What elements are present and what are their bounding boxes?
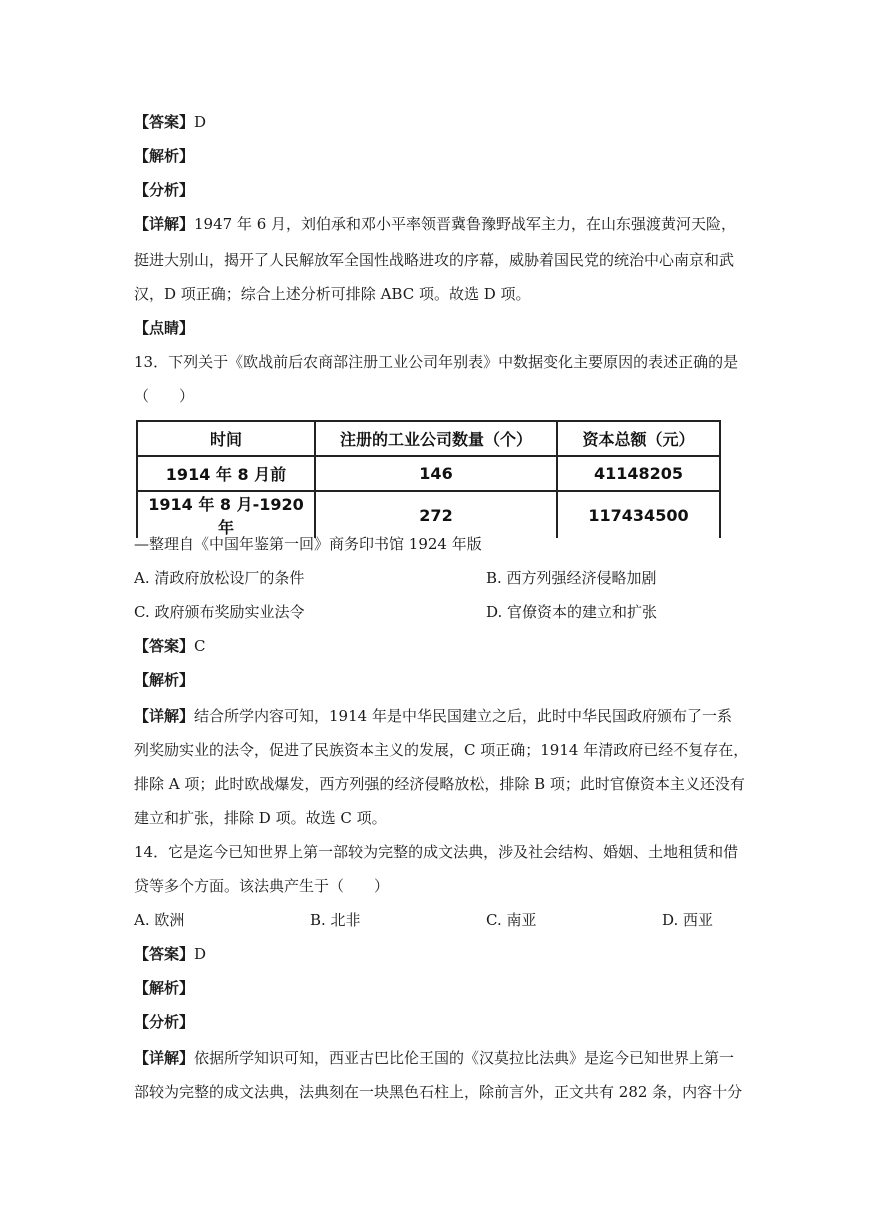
option-c: C. 南亚 bbox=[486, 911, 537, 929]
answer-value: D bbox=[194, 945, 207, 963]
detail-text: 建立和扩张，排除 D 项。故选 C 项。 bbox=[134, 809, 387, 827]
answer-line bbox=[134, 112, 206, 132]
analysis-label: 【解析】 bbox=[134, 979, 195, 997]
detail-label: 【详解】 bbox=[134, 707, 195, 725]
detail-text: 汉，D 项正确；综合上述分析可排除 ABC 项。故选 D 项。 bbox=[134, 285, 531, 303]
table-row bbox=[137, 491, 720, 538]
option-c: C. 政府颁布奖励实业法令 bbox=[134, 603, 305, 621]
answer-line bbox=[134, 944, 206, 964]
detail-label: 【详解】 bbox=[134, 1049, 195, 1067]
option-b: B. 西方列强经济侵略加剧 bbox=[486, 569, 657, 587]
analysis-label: 【解析】 bbox=[134, 671, 195, 689]
option-a: A. 清政府放松设厂的条件 bbox=[134, 569, 305, 587]
question-14-stem-2: 贷等多个方面。该法典产生于（ ） bbox=[134, 877, 390, 895]
answer-line bbox=[134, 636, 206, 656]
table-cell: 1914 年 8 月-1920 年 bbox=[137, 491, 315, 538]
option-a: A. 欧洲 bbox=[134, 911, 185, 929]
data-table bbox=[136, 420, 721, 538]
table-source: —整理自《中国年鉴第一回》商务印书馆 1924 年版 bbox=[134, 535, 482, 553]
answer-label: 【答案】 bbox=[134, 113, 195, 131]
detail-line bbox=[134, 706, 732, 726]
table-cell: 1914 年 8 月前 bbox=[137, 456, 315, 491]
dianjing-label: 【点睛】 bbox=[134, 319, 195, 337]
table-header-row bbox=[137, 421, 720, 456]
detail-text: 1947 年 6 月，刘伯承和邓小平率领晋冀鲁豫野战军主力，在山东强渡黄河天险， bbox=[194, 215, 737, 233]
table-header: 时间 bbox=[137, 421, 315, 456]
detail-label: 【详解】 bbox=[134, 215, 195, 233]
detail-text: 部较为完整的成文法典，法典刻在一块黑色石柱上，除前言外，正文共有 282 条，内容十分 bbox=[134, 1083, 743, 1101]
detail-text: 结合所学内容可知，1914 年是中华民国建立之后，此时中华民国政府颁布了一系 bbox=[194, 707, 732, 725]
analysis-label: 【解析】 bbox=[134, 147, 195, 165]
option-b: B. 北非 bbox=[310, 911, 361, 929]
table-cell: 146 bbox=[315, 456, 557, 491]
answer-value: D bbox=[194, 113, 207, 131]
answer-value: C bbox=[194, 637, 206, 655]
detail-text: 依据所学知识可知，西亚古巴比伦王国的《汉莫拉比法典》是迄今已知世界上第一 bbox=[194, 1049, 735, 1067]
table-row bbox=[137, 456, 720, 491]
fenxi-label: 【分析】 bbox=[134, 181, 195, 199]
option-d: D. 官僚资本的建立和扩张 bbox=[486, 603, 658, 621]
table-cell: 117434500 bbox=[557, 491, 720, 538]
question-14-stem: 14．它是迄今已知世界上第一部较为完整的成文法典，涉及社会结构、婚姻、土地租赁和借 bbox=[134, 843, 739, 861]
table-cell: 272 bbox=[315, 491, 557, 538]
fenxi-label: 【分析】 bbox=[134, 1013, 195, 1031]
answer-label: 【答案】 bbox=[134, 945, 195, 963]
answer-label: 【答案】 bbox=[134, 637, 195, 655]
option-d: D. 西亚 bbox=[662, 911, 714, 929]
table-cell: 41148205 bbox=[557, 456, 720, 491]
question-13-stem: 13．下列关于《欧战前后农商部注册工业公司年别表》中数据变化主要原因的表述正确的是 bbox=[134, 353, 739, 371]
detail-line bbox=[134, 1048, 734, 1068]
detail-line bbox=[134, 214, 736, 234]
table-header: 注册的工业公司数量（个） bbox=[315, 421, 557, 456]
question-13-paren: （ ） bbox=[134, 387, 195, 405]
detail-text: 列奖励实业的法令，促进了民族资本主义的发展，C 项正确；1914 年清政府已经不复存在， bbox=[134, 741, 749, 759]
detail-text: 挺进大别山，揭开了人民解放军全国性战略进攻的序幕，威胁着国民党的统治中心南京和武 bbox=[134, 251, 735, 269]
detail-text: 排除 A 项；此时欧战爆发，西方列强的经济侵略放松，排除 B 项；此时官僚资本主义还没有 bbox=[134, 775, 745, 793]
table-header: 资本总额（元） bbox=[557, 421, 720, 456]
